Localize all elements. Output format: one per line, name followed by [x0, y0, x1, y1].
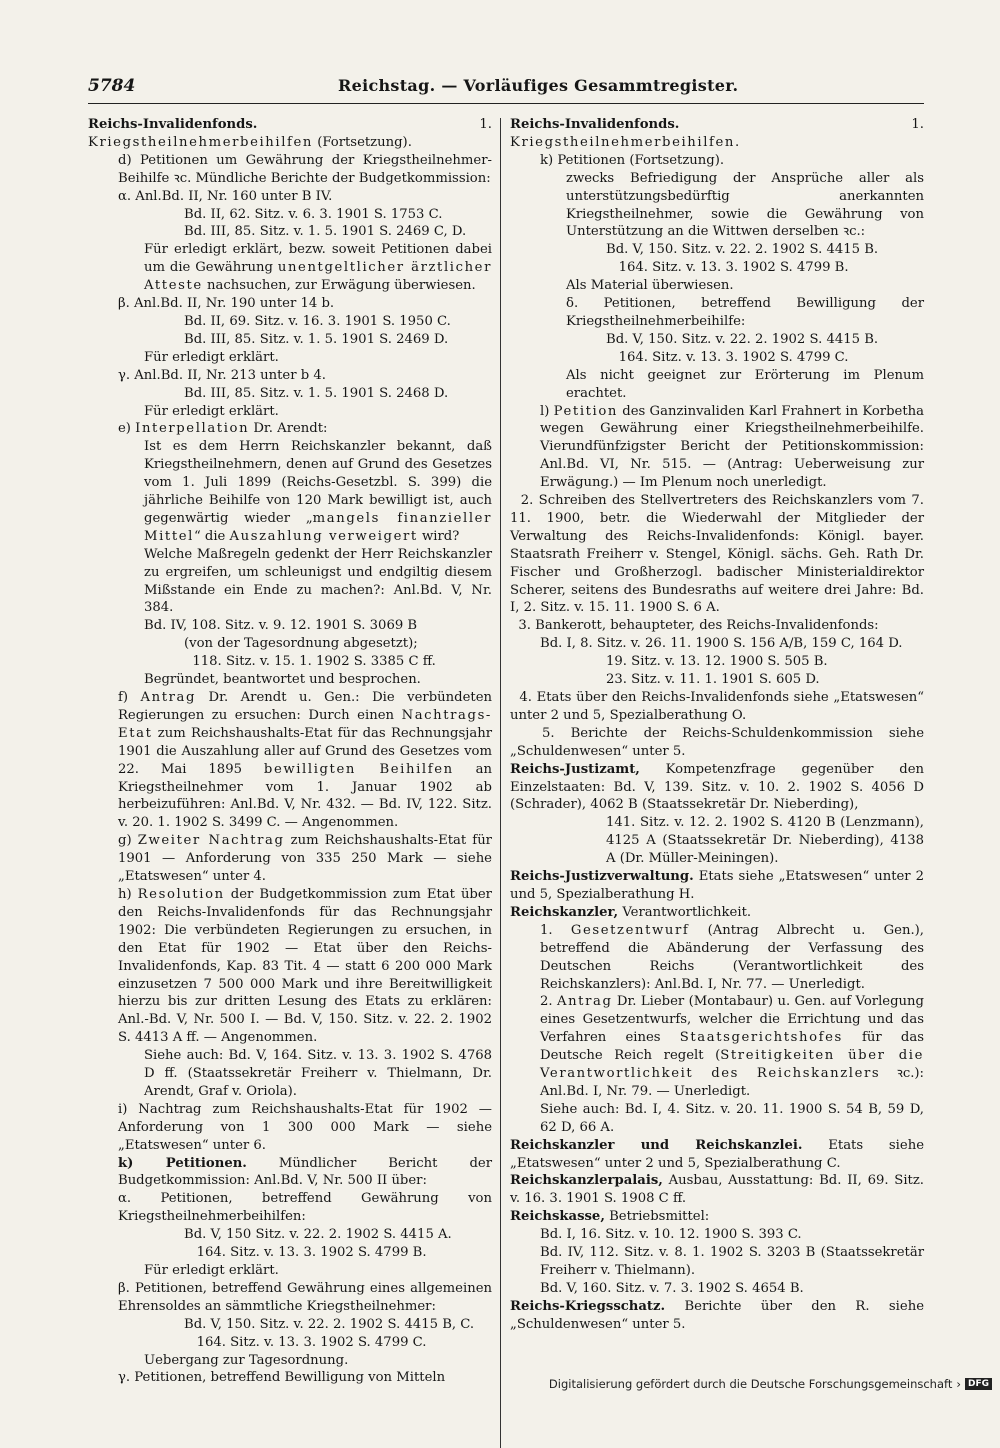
left-entry: Bd. V, 150 Sitz. v. 22. 2. 1902 S. 4415 A. [184, 1227, 452, 1243]
left-entry: h) Resolution der Budgetkommission zum Etat über den Reichs-Invalidenfonds für das Rechnungsjahr 1902: Die verbündeten Regierungen zu ersuchen, in den Etat für 1902 — Etat über den Reichs-Invalidenfonds, Kap. 83 Tit. 4 — statt 6 200 000 Mark einzusetzen 7 500 000 Mark und ihre Bereitwilligkeit hierzu bis zur dritten Lesung des Etats zu erklären: Anl.-Bd. V, Nr. 500 I. — Bd. V, 150. Sitz. v. 22. 2. 1902 S. 4413 A ff. — Angenommen. [118, 886, 492, 1046]
left-entry: Bd. IV, 108. Sitz. v. 9. 12. 1901 S. 3069 B [144, 618, 418, 634]
right-entry: l) Petition des Ganzinvaliden Karl Frahnert in Korbetha wegen Gewährung einer Kriegstheilnehmerbeihilfe. Vierundfünfzigster Bericht der Petitionskommission: Anl.Bd. VI, Nr. 515. — (Antrag: Ueberweisung zur Erwägung.) — Im Plenum noch unerledigt. [540, 403, 924, 491]
right-entry: 19. Sitz. v. 13. 12. 1900 S. 505 B. [606, 654, 828, 670]
right-column [510, 116, 924, 1334]
right-entry: Als nicht geeignet zur Erörterung im Plenum erachtet. [566, 367, 924, 401]
left-entry: g) Zweiter Nachtrag zum Reichshaushalts-Etat für 1901 — Anforderung von 335 250 Mark — siehe „Etatswesen“ unter 4. [118, 833, 492, 885]
right-entry: 164. Sitz. v. 13. 3. 1902 S. 4799 C. [606, 349, 849, 365]
left-entry: Bd. II, 69. Sitz. v. 16. 3. 1901 S. 1950 C. [184, 313, 451, 329]
right-entry: zwecks Befriedigung der Ansprüche aller als unterstützungsbedürftig anerkannten Kriegstheilnehmer, sowie die Gewährung von Unterstützung an die Wittwen derselben ꝛc.: [566, 170, 924, 240]
page-number: 5784 [88, 76, 136, 96]
right-entry: 1. Gesetzentwurf (Antrag Albrecht u. Gen.), betreffend die Abänderung der Verfassung des Deutschen Reichs (Verantwortlichkeit des Reichskanzlers): Anl.Bd. I, Nr. 77. — Unerledigt. [540, 922, 924, 992]
left-entry: β. Petitionen, betreffend Gewährung eines allgemeinen Ehrensoldes an sämmtliche Kriegstheilnehmer: [118, 1280, 492, 1314]
left-entry: γ. Anl.Bd. II, Nr. 213 unter b 4. [118, 367, 326, 383]
right-entry: 164. Sitz. v. 13. 3. 1902 S. 4799 B. [606, 260, 849, 276]
right-entry: 141. Sitz. v. 12. 2. 1902 S. 4120 B (Lenzmann), 4125 A (Staatssekretär Dr. Nieberding), 4138 A (Dr. Müller-Meiningen). [606, 815, 924, 867]
right-entry: Reichs-Invalidenfonds. 1. Kriegstheilnehmerbeihilfen. [510, 117, 924, 150]
right-entry: Bd. IV, 112. Sitz. v. 8. 1. 1902 S. 3203 B (Staatssekretär Freiherr v. Thielmann). [540, 1245, 924, 1278]
left-entry: Für erledigt erklärt. [144, 403, 279, 419]
left-entry: Bd. II, 62. Sitz. v. 6. 3. 1901 S. 1753 C. [184, 206, 443, 222]
dfg-logo: DFG [965, 1378, 992, 1390]
left-entry: f) Antrag Dr. Arendt u. Gen.: Die verbündeten Regierungen zu ersuchen: Durch einen Nachtrags-Etat zum Reichshaushalts-Etat für das Rechnungsjahr 1901 die Auszahlung aller auf Grund des Gesetzes vom 22. Mai 1895 bewilligten Beihilfen an Kriegstheilnehmer vom 1. Januar 1902 ab herbeizuführen: Anl.Bd. V, Nr. 432. — Bd. IV, 122. Sitz. v. 20. 1. 1902 S. 3499 C. — Angenommen. [118, 690, 493, 831]
header-rule [88, 103, 924, 104]
right-entry: 5. Berichte der Reichs-Schuldenkommission siehe „Schuldenwesen“ unter 5. [510, 725, 924, 759]
left-entry: Für erledigt erklärt. [144, 1263, 279, 1278]
left-entry: Bd. III, 85. Sitz. v. 1. 5. 1901 S. 2469 D. [184, 331, 449, 347]
left-entry: 118. Sitz. v. 15. 1. 1902 S. 3385 C ff. [184, 654, 436, 670]
footer-credit: Digitalisierung gefördert durch die Deutsche Forschungsgemeinschaft [548, 1377, 953, 1391]
right-entry: Reichskasse, Betriebsmittel: [510, 1209, 710, 1225]
right-entry: Als Material überwiesen. [566, 278, 734, 294]
right-entry: Reichs-Kriegsschatz. Berichte über den R. siehe „Schuldenwesen“ unter 5. [510, 1298, 924, 1332]
left-entry: Reichs-Invalidenfonds. 1. Kriegstheilnehmerbeihilfen (Fortsetzung). [88, 117, 492, 150]
left-entry: α. Anl.Bd. II, Nr. 160 unter B IV. [118, 188, 333, 204]
left-entry: k) Petitionen. Mündlicher Bericht der Budgetkommission: Anl.Bd. V, Nr. 500 II über: [118, 1155, 492, 1189]
left-column [88, 116, 492, 1387]
right-entry: Bd. V, 160. Sitz. v. 7. 3. 1902 S. 4654 B. [540, 1280, 804, 1296]
right-entry: Siehe auch: Bd. I, 4. Sitz. v. 20. 11. 1900 S. 54 B, 59 D, 62 D, 66 A. [540, 1101, 924, 1135]
left-entry: d) Petitionen um Gewährung der Kriegstheilnehmer-Beihilfe ꝛc. Mündliche Berichte der Budgetkommission: [118, 152, 492, 186]
right-entry: 2. Antrag Dr. Lieber (Montabaur) u. Gen. auf Vorlegung eines Gesetzentwurfs, welcher die Errichtung und das Verfahren eines Staatsgerichtshofes für das Deutsche Reich regelt (Streitigkeiten über die Verantwortlichkeit des Reichskanzlers ꝛc.): Anl.Bd. I, Nr. 79. — Unerledigt. [540, 994, 924, 1099]
right-entry: δ. Petitionen, betreffend Bewilligung der Kriegstheilnehmerbeihilfe: [566, 296, 924, 329]
left-entry: Bd. III, 85. Sitz. v. 1. 5. 1901 S. 2469 C, D. [184, 224, 467, 240]
left-entry: 164. Sitz. v. 13. 3. 1902 S. 4799 C. [184, 1334, 427, 1350]
right-entry: Bd. V, 150. Sitz. v. 22. 2. 1902 S. 4415 B. [606, 331, 879, 347]
footer [549, 1377, 992, 1391]
left-entry: β. Anl.Bd. II, Nr. 190 unter 14 b. [118, 296, 335, 312]
page-header [88, 76, 920, 100]
left-entry: Welche Maßregeln gedenkt der Herr Reichskanzler zu ergreifen, um schleunigst und endgiltig diesem Mißstande ein Ende zu machen?: Anl.Bd. V, Nr. 384. [144, 546, 492, 616]
left-entry: i) Nachtrag zum Reichshaushalts-Etat für 1902 — Anforderung von 1 300 000 Mark — siehe „Etatswesen“ unter 6. [118, 1101, 492, 1153]
right-entry: Reichskanzlerpalais, Ausbau, Ausstattung: Bd. II, 69. Sitz. v. 16. 3. 1901 S. 1908 C ff. [510, 1173, 924, 1207]
right-entry: 4. Etats über den Reichs-Invalidenfonds siehe „Etatswesen“ unter 2 und 5, Spezialberathung O. [510, 690, 924, 723]
right-entry: Bd. I, 8. Sitz. v. 26. 11. 1900 S. 156 A/B, 159 C, 164 D. [540, 636, 903, 652]
right-entry: Bd. I, 16. Sitz. v. 10. 12. 1900 S. 393 C. [540, 1227, 802, 1243]
column-divider [500, 118, 501, 1448]
left-entry: Uebergang zur Tagesordnung. [144, 1352, 349, 1368]
right-entry: 23. Sitz. v. 11. 1. 1901 S. 605 D. [606, 672, 820, 688]
left-entry: γ. Petitionen, betreffend Bewilligung von Mitteln [118, 1370, 446, 1386]
right-entry: 3. Bankerott, behaupteter, des Reichs-Invalidenfonds: [510, 618, 879, 634]
left-entry: Ist es dem Herrn Reichskanzler bekannt, daß Kriegstheilnehmern, denen auf Grund des Gesetzes vom 1. Juli 1899 (Reichs-Gesetzbl. S. 399) die jährliche Beihilfe von 120 Mark bewilligt ist, auch gegenwärtig wieder „mangels finanzieller Mittel“ die Auszahlung verweigert wird? [144, 439, 492, 544]
right-entry: Reichskanzler und Reichskanzlei. Etats siehe „Etatswesen“ unter 2 und 5, Spezialberathung C. [510, 1137, 925, 1171]
left-entry: Begründet, beantwortet und besprochen. [144, 672, 421, 688]
running-title: Reichstag. — Vorläufiges Gesammtregister. [338, 76, 739, 95]
left-entry: Bd. V, 150. Sitz. v. 22. 2. 1902 S. 4415 B, C. [184, 1316, 475, 1332]
left-entry: (von der Tagesordnung abgesetzt); [184, 636, 418, 652]
left-entry: α. Petitionen, betreffend Gewährung von Kriegstheilnehmerbeihilfen: [118, 1191, 492, 1225]
left-entry: Für erledigt erklärt, bezw. soweit Petitionen dabei um die Gewährung unentgeltlicher ärztlicher Atteste nachsuchen, zur Erwägung überwiesen. [144, 242, 492, 294]
right-entry: Reichs-Justizverwaltung. Etats siehe „Etatswesen“ unter 2 und 5, Spezialberathung H. [510, 869, 924, 902]
footer-arrow-icon: › [956, 1377, 961, 1391]
right-entry: Reichs-Justizamt, Kompetenzfrage gegenüber den Einzelstaaten: Bd. V, 139. Sitz. v. 10. 2. 1902 S. 4056 D (Schrader), 4062 B (Staatssekretär Dr. Nieberding), [510, 761, 924, 813]
right-entry: Bd. V, 150. Sitz. v. 22. 2. 1902 S. 4415 B. [606, 242, 879, 258]
left-entry: Bd. III, 85. Sitz. v. 1. 5. 1901 S. 2468 D. [184, 385, 449, 401]
right-entry: 2. Schreiben des Stellvertreters des Reichskanzlers vom 7. 11. 1900, betr. die Wiederwahl der Mitglieder der Verwaltung des Reichs-Invalidenfonds: Königl. bayer. Staatsrath Freiherr v. Stengel, Königl. sächs. Geh. Rath Dr. Fischer und Großherzogl. badischer Ministerialdirektor Scherer, seitens des Bundesraths auf weitere drei Jahre: Bd. I, 2. Sitz. v. 15. 11. 1900 S. 6 A. [510, 493, 924, 616]
left-entry: Für erledigt erklärt. [144, 349, 279, 365]
right-entry: k) Petitionen (Fortsetzung). [540, 152, 725, 168]
left-entry: e) Interpellation Dr. Arendt: [118, 421, 328, 437]
left-entry: 164. Sitz. v. 13. 3. 1902 S. 4799 B. [184, 1245, 427, 1261]
left-entry: Siehe auch: Bd. V, 164. Sitz. v. 13. 3. 1902 S. 4768 D ff. (Staatssekretär Freiherr v. Thielmann, Dr. Arendt, Graf v. Oriola). [144, 1048, 492, 1099]
right-entry: Reichskanzler, Verantwortlichkeit. [510, 904, 752, 920]
